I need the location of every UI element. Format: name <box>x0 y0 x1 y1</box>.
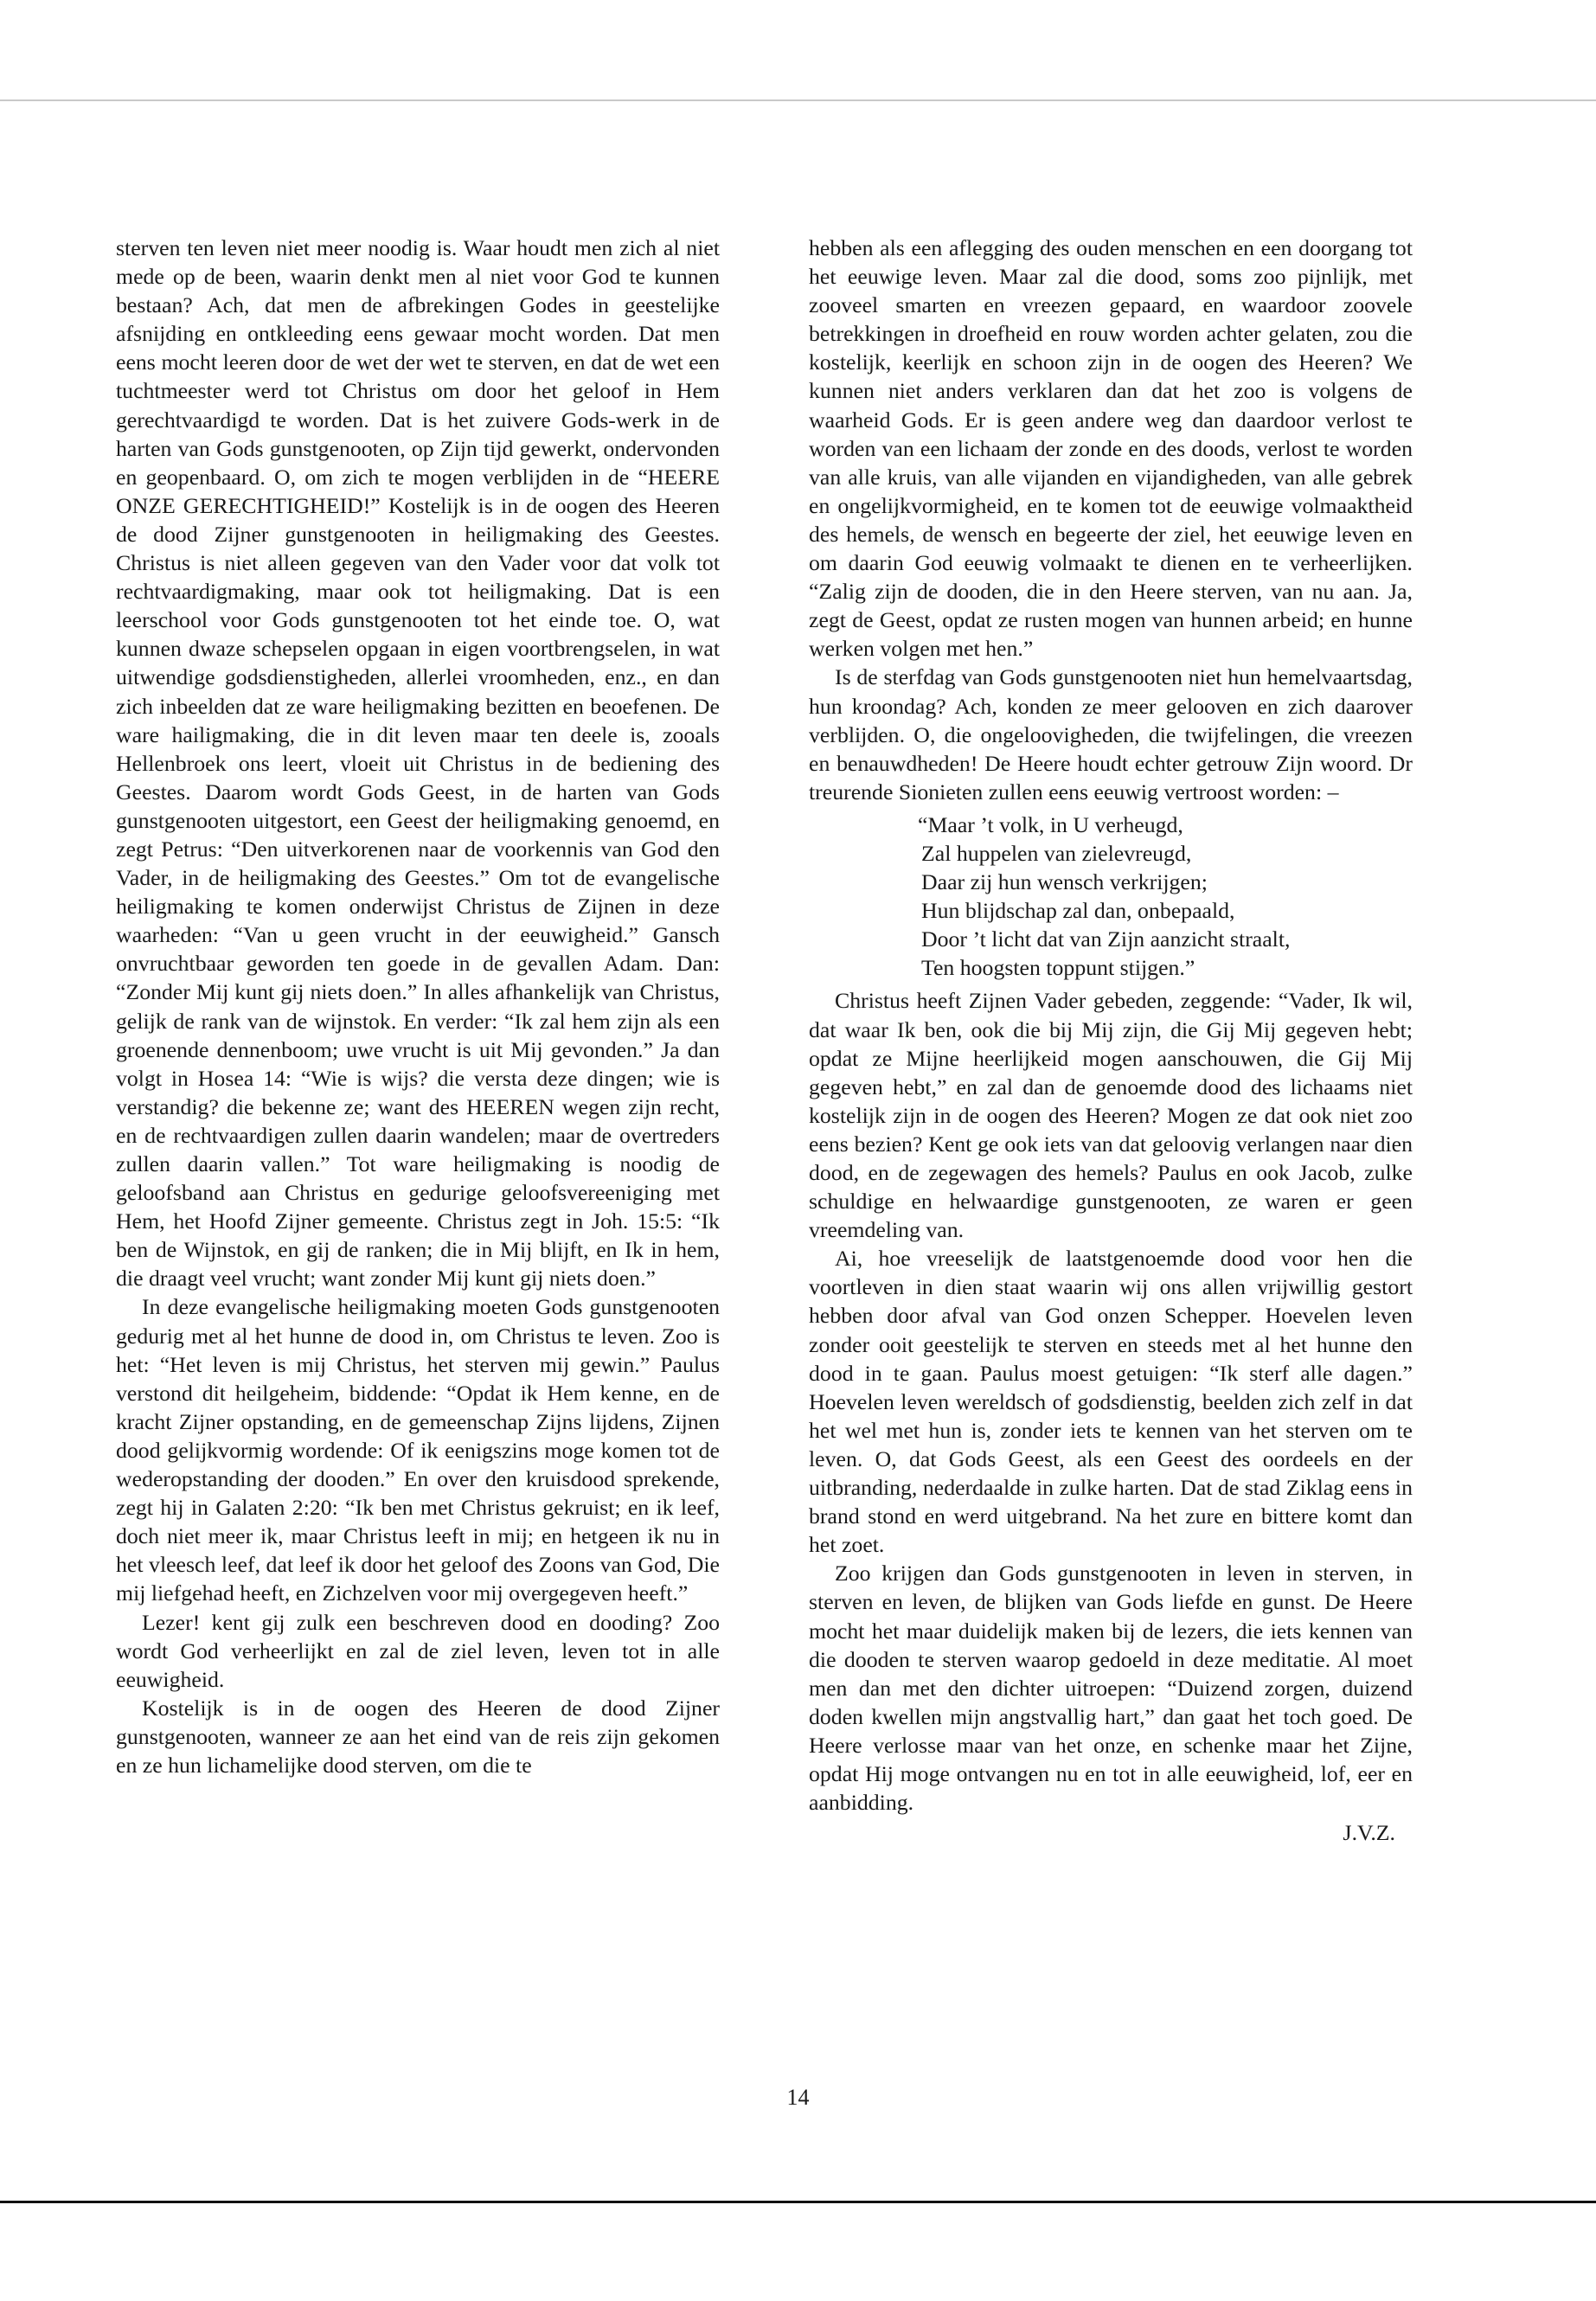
verse-line: Zal huppelen van zielevreugd, <box>921 840 1192 866</box>
page-number: 14 <box>786 2085 810 2110</box>
paragraph: In deze evangelische heiligmaking moeten Gods gunstgenooten gedurig met al het hunne de dood in, om Christus te leven. Zoo is het: “Het leven is mij Christus, het sterven mij gewin.” Paulus verstond dit heilgeheim, biddende: “Opdat ik Hem kenne, en de kracht Zijner opstanding, en de gemeenschap Zijns lijdens, Zijnen dood gelijkvormig wordende: Of ik eenigszins moge komen tot de wederopstanding der dooden.” En over den kruisdood sprekende, zegt hij in Galaten 2:20: “Ik ben met Christus gekruist; en ik leef, doch niet meer ik, maar Christus leeft in mij; en hetgeen ik nu in het vleesch leef, dat leef ik door het geloof des Zoons van God, Die mij liefgehad heeft, en Zichzelven voor mij overgegeven heeft.” <box>116 1294 720 1606</box>
paragraph: Zoo krijgen dan Gods gunstgenooten in leven in sterven, in sterven en leven, de blijken van Gods liefde en gunst. De Heere mocht het maar duidelijk maken bij de lezers, die iets kennen van die dooden te sterven waarop gedoeld in deze meditatie. Al moet men dan met den dichter uitroepen: “Duizend zorgen, duizend doden kwellen mijn angstvallig hart,” dan gaat het toch goed. De Heere verlosse maar van het onze, en schenke maar het Zijne, opdat Hij moge ontvangen nu en tot in alle eeuwigheid, lof, eer en aanbidding. <box>809 1561 1413 1816</box>
paragraph: hebben als een aflegging des ouden menschen en een doorgang tot het eeuwige leven. Maar zal die dood, soms zoo pijnlijk, met zooveel smarten en vreezen gepaard, en waardoor zoovele betrekkingen in droefheid en rouw worden achter gelaten, zou die kostelijk, keerlijk en schoon zijn in de oogen des Heeren? We kunnen niet anders verklaren dan dat het zoo is volgens de waarheid Gods. Er is geen andere weg dan daardoor verlost te worden van een lichaam der zonde en des doods, verlost te worden van alle kruis, van alle vijanden en vijandigheden, van alle gebrek en ongelijkvormigheid, en te komen tot de eeuwige volmaaktheid des hemels, de wensch en begeerte der ziel, het eeuwige leven en om daarin God eeuwig volmaakt te dienen en te verheerlijken. “Zalig zijn de dooden, die in den Heere sterven, van nu aan. Ja, zegt de Geest, opdat ze rusten mogen van hunnen arbeid; en hunne werken volgen met hen.” <box>809 235 1413 662</box>
psalm-verse <box>918 811 1413 983</box>
paragraph: Is de sterfdag van Gods gunstgenooten niet hun hemelvaartsdag, hun kroondag? Ach, konden ze meer gelooven en zich daarover verblijden. O, die ongeloovigheden, die twijfelingen, die vreezen en benauwdheden! De Heere houdt echter getrouw Zijn woord. Dr treurende Sionieten zullen eens eeuwig vertroost worden: – <box>809 664 1413 804</box>
verse-line: Door ’t licht dat van Zijn aanzicht straalt, <box>921 926 1291 952</box>
verse-line: Daar zij hun wensch verkrijgen; <box>921 869 1208 895</box>
paragraph: sterven ten leven niet meer noodig is. Waar houdt men zich al niet mede op de been, waarin denkt men al niet voor God te kunnen bestaan? Ach, dat men de afbrekingen Godes in geestelijke afsnijding en ontkleeding eens gewaar mocht worden. Dat men eens mocht leeren door de wet der wet te sterven, en dat de wet een tuchtmeester werd tot Christus om door het geloof in Hem gerechtvaardigd te worden. Dat is het zuivere Gods-werk in de harten van Gods gunstgenooten, op Zijn tijd gewerkt, ondervonden en geopenbaard. O, om zich te mogen verblijden in de “HEERE ONZE GERECHTIGHEID!” Kostelijk is in de oogen des Heeren de dood Zijner gunstgenooten in heiligmaking des Geestes. Christus is niet alleen gegeven van den Vader voor dat volk tot rechtvaardigmaking, maar ook tot heiligmaking. Dat is een leerschool voor Gods gunstgenooten tot het einde toe. O, wat kunnen dwaze schepselen opgaan in eigen voortbrengselen, in wat uitwendige godsdienstigheden, allerlei vroomheden, enz., en dan zich inbeelden dat ze ware heiligmaking bezitten en beoefenen. De ware hailigmaking, die in dit leven maar ten deele is, zooals Hellenbroek ons leert, vloeit uit Christus in de bediening des Geestes. Daarom wordt Gods Geest, in de harten van Gods gunstgenooten uitgestort, een Geest der heiligmaking genoemd, en zegt Petrus: “Den uitverkorenen naar de voorkennis van God den Vader, in de heiligmaking des Geestes.” Om tot de evangelische heiligmaking te komen onderwijst Christus de Zijnen in deze waarheden: “Van u geen vrucht in der eeuwigheid.” Gansch onvruchtbaar geworden ten goede in de gevallen Adam. Dan: “Zonder Mij kunt gij niets doen.” In alles afhankelijk van Christus, gelijk de rank van de wijnstok. En verder: “Ik zal hem zijn als een groenende dennenboom; uwe vrucht is uit Mij gevonden.” Ja dan volgt in Hosea 14: “Wie is wijs? die versta deze dingen; wie is verstandig? die bekenne ze; want des HEEREN wegen zijn recht, en de rechtvaardigen zullen daarin wandelen; maar de overtreders zullen daarin vallen.” Tot ware heiligmaking is noodig de geloofsband aan Christus en gedurige geloofsvereeniging met Hem, het Hoofd Zijner gemeente. Christus zegt in Joh. 15:5: “Ik ben de Wijnstok, en gij de ranken; die in Mij blijft, en Ik in hem, die draagt veel vrucht; want zonder Mij kunt gij niets doen.” <box>116 235 720 1292</box>
left-column <box>116 234 720 1779</box>
verse-line: Hun blijdschap zal dan, onbepaald, <box>921 898 1235 924</box>
verse-line: Ten hoogsten toppunt stijgen.” <box>921 955 1195 981</box>
author-signature: J.V.Z. <box>1343 1820 1395 1846</box>
paragraph: Kostelijk is in de oogen des Heeren de dood Zijner gunstgenooten, wanneer ze aan het eind van de reis zijn gekomen en ze hun lichamelijke dood sterven, om die te <box>116 1695 720 1778</box>
verse-line: “Maar ’t volk, in U verheugd, <box>918 811 1183 837</box>
bottom-border-line <box>0 2201 1596 2203</box>
right-column <box>809 234 1413 1847</box>
paragraph: Ai, hoe vreeselijk de laatstgenoemde dood voor hen die voortleven in dien staat waarin wij ons allen vrijwillig gestort hebben door afval van God onzen Schepper. Hoevelen leven zonder ooit geestelijk te sterven en steeds met al het hunne den dood in te gaan. Paulus moest getuigen: “Ik sterf alle dagen.” Hoevelen leven wereldsch of godsdienstig, beelden zich zelf in dat het wel met hun is, zonder iets te kennen van het sterven om te leven. O, dat Gods Geest, als een Geest des oordeels en der uitbranding, nederdaalde in zulke harten. Dat de stad Ziklag eens in brand stond en werd uitgebrand. Na het zure en bittere komt dan het zoet. <box>809 1246 1413 1558</box>
paragraph: Christus heeft Zijnen Vader gebeden, zeggende: “Vader, Ik wil, dat waar Ik ben, ook die bij Mij zijn, die Gij Mij gegeven hebt; opdat ze Mijne heerlijkeid mogen aanschouwen, die Gij Mij gegeven hebt,” en zal dan de genoemde dood des lichaams niet kostelijk zijn in de oogen des Heeren? Mogen ze dat ook niet zoo eens bezien? Kent ge ook iets van dat geloovig verlangen naar dien dood, en de zegewagen des hemels? Paulus en ook Jacob, zulke schuldige en helwaardige gunstgenooten, ze waren er geen vreemdeling van. <box>809 988 1413 1243</box>
paragraph: Lezer! kent gij zulk een beschreven dood en dooding? Zoo wordt God verheerlijkt en zal de ziel leven, leven tot in alle eeuwigheid. <box>116 1609 720 1692</box>
top-border-line <box>0 99 1596 101</box>
